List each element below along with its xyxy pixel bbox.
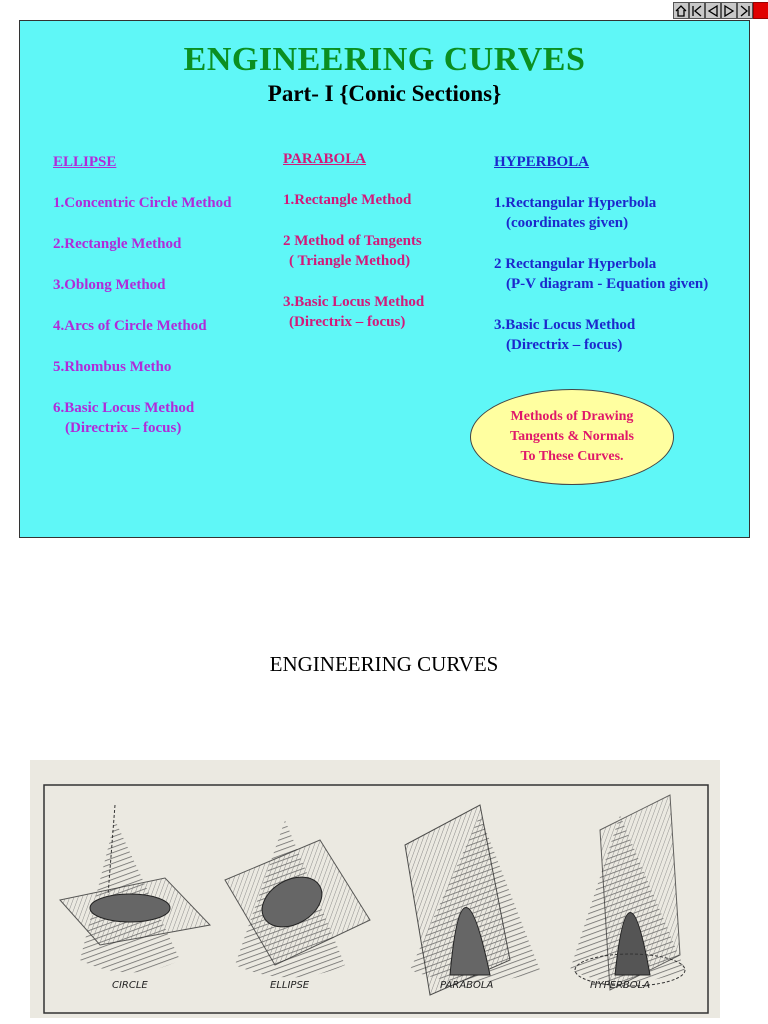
slide-subtitle: Part- I {Conic Sections} xyxy=(267,81,502,106)
slide-panel xyxy=(19,20,750,538)
end-show-icon xyxy=(755,5,767,17)
last-page-icon xyxy=(739,5,751,17)
hyperbola-method-2-note: (P-V diagram - Equation given) xyxy=(506,276,709,292)
ellipse-method-4: 4.Arcs of Circle Method xyxy=(53,318,207,334)
hyperbola-method-2 xyxy=(494,254,708,294)
hyperbola-method-3-note: (Directrix – focus) xyxy=(506,337,623,353)
parabola-label: PARABOLA xyxy=(440,980,494,991)
next-page-icon xyxy=(723,5,735,17)
hyperbola-method-1-note: (coordinates given) xyxy=(506,215,629,231)
end-show-button[interactable] xyxy=(753,2,768,19)
oval-line-2: Tangents & Normals xyxy=(510,429,634,444)
hyperbola-column xyxy=(494,152,708,355)
cone-sections-drawing xyxy=(30,760,720,1018)
parabola-method-2-title: 2 Method of Tangents xyxy=(283,233,422,249)
notes-caption: ENGINEERING CURVES xyxy=(269,652,499,676)
parabola-method-3-title: 3.Basic Locus Method xyxy=(283,294,425,310)
hyperbola-method-1 xyxy=(494,193,708,233)
slide-title: ENGINEERING CURVES xyxy=(183,41,586,78)
home-button[interactable] xyxy=(673,2,689,19)
oval-line-3: To These Curves. xyxy=(520,449,624,464)
hyperbola-label: HYPERBOLA xyxy=(590,980,651,991)
tangents-normals-link[interactable] xyxy=(470,389,674,485)
ellipse-method-5: 5.Rhombus Metho xyxy=(53,359,172,375)
parabola-method-1: 1.Rectangle Method xyxy=(283,192,412,208)
parabola-column xyxy=(283,149,424,332)
hyperbola-method-3 xyxy=(494,315,708,355)
previous-page-button[interactable] xyxy=(705,2,721,19)
slide-navigation xyxy=(673,2,768,19)
circle-label: CIRCLE xyxy=(112,980,148,991)
hyperbola-method-1-title: 1.Rectangular Hyperbola xyxy=(494,195,657,211)
parabola-method-3-note: (Directrix – focus) xyxy=(289,314,406,330)
ellipse-method-6 xyxy=(53,398,231,438)
hyperbola-method-2-title: 2 Rectangular Hyperbola xyxy=(494,256,657,272)
first-page-icon xyxy=(691,5,703,17)
ellipse-label: ELLIPSE xyxy=(270,980,310,991)
hyperbola-heading: HYPERBOLA xyxy=(494,154,590,170)
ellipse-method-6-note: (Directrix – focus) xyxy=(65,420,182,436)
ellipse-method-1: 1.Concentric Circle Method xyxy=(53,195,232,211)
last-page-button[interactable] xyxy=(737,2,753,19)
parabola-method-3 xyxy=(283,292,424,332)
oval-line-1: Methods of Drawing xyxy=(510,409,634,424)
next-page-button[interactable] xyxy=(721,2,737,19)
hyperbola-method-3-title: 3.Basic Locus Method xyxy=(494,317,636,333)
ellipse-method-2: 2.Rectangle Method xyxy=(53,236,182,252)
home-icon xyxy=(675,5,687,17)
first-page-button[interactable] xyxy=(689,2,705,19)
parabola-heading: PARABOLA xyxy=(283,151,367,167)
parabola-method-2 xyxy=(283,231,424,271)
parabola-method-2-note: ( Triangle Method) xyxy=(289,253,411,269)
conic-sections-figure xyxy=(30,760,720,1018)
ellipse-heading: ELLIPSE xyxy=(53,154,117,170)
previous-page-icon xyxy=(707,5,719,17)
ellipse-method-3: 3.Oblong Method xyxy=(53,277,166,293)
ellipse-method-6-title: 6.Basic Locus Method xyxy=(53,400,195,416)
ellipse-column xyxy=(53,152,231,438)
